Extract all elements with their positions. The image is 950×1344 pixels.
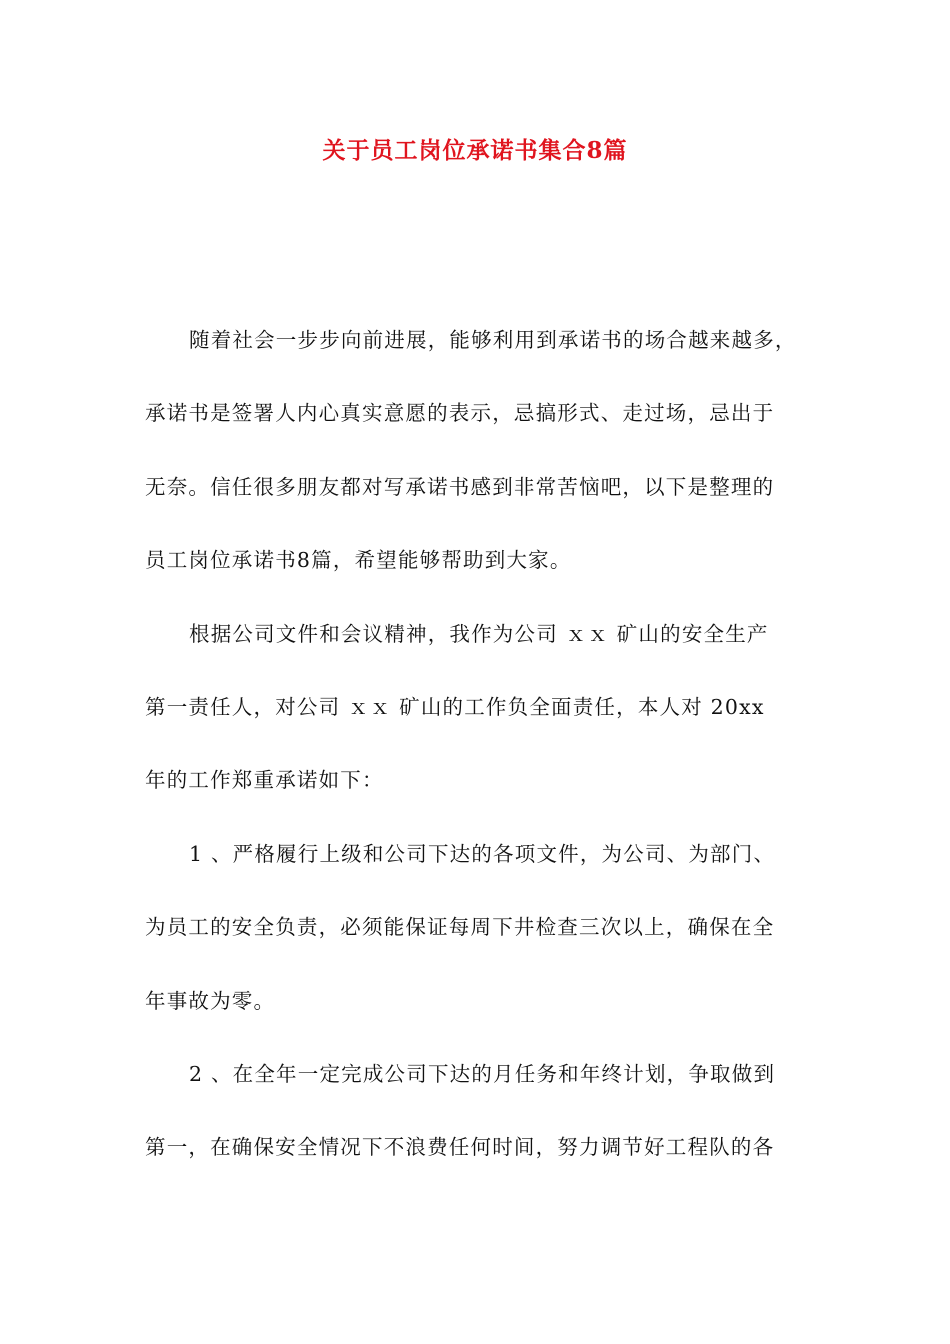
body-line: 1 、严格履行上级和公司下达的各项文件，为公司、为部门、: [189, 841, 776, 866]
body-line: 随着社会一步步向前进展，能够利用到承诺书的场合越来越多，: [189, 328, 797, 352]
body-line: 承诺书是签署人内心真实意愿的表示，忌搞形式、走过场，忌出于: [145, 401, 775, 426]
body-line: 年的工作郑重承诺如下：: [145, 768, 384, 793]
body-line: 根据公司文件和会议精神，我作为公司 ｘｘ 矿山的安全生产: [189, 621, 769, 646]
body-line: 年事故为零。: [145, 988, 276, 1013]
document-body: [145, 320, 813, 1201]
document-title: 关于员工岗位承诺书集合8篇: [322, 137, 628, 164]
body-line: 员工岗位承诺书8篇，希望能够帮助到大家。: [145, 548, 572, 573]
body-line: 无奈。信任很多朋友都对写承诺书感到非常苦恼吧，以下是整理的: [145, 474, 775, 499]
body-line: 2 、在全年一定完成公司下达的月任务和年终计划，争取做到: [189, 1061, 776, 1086]
body-line: 第一，在确保安全情况下不浪费任何时间，努力调节好工程队的各: [145, 1135, 775, 1160]
body-line: 第一责任人，对公司 ｘｘ 矿山的工作负全面责任，本人对 20xx: [145, 694, 765, 719]
body-line: 为员工的安全负责，必须能保证每周下井检查三次以上，确保在全: [145, 915, 775, 940]
